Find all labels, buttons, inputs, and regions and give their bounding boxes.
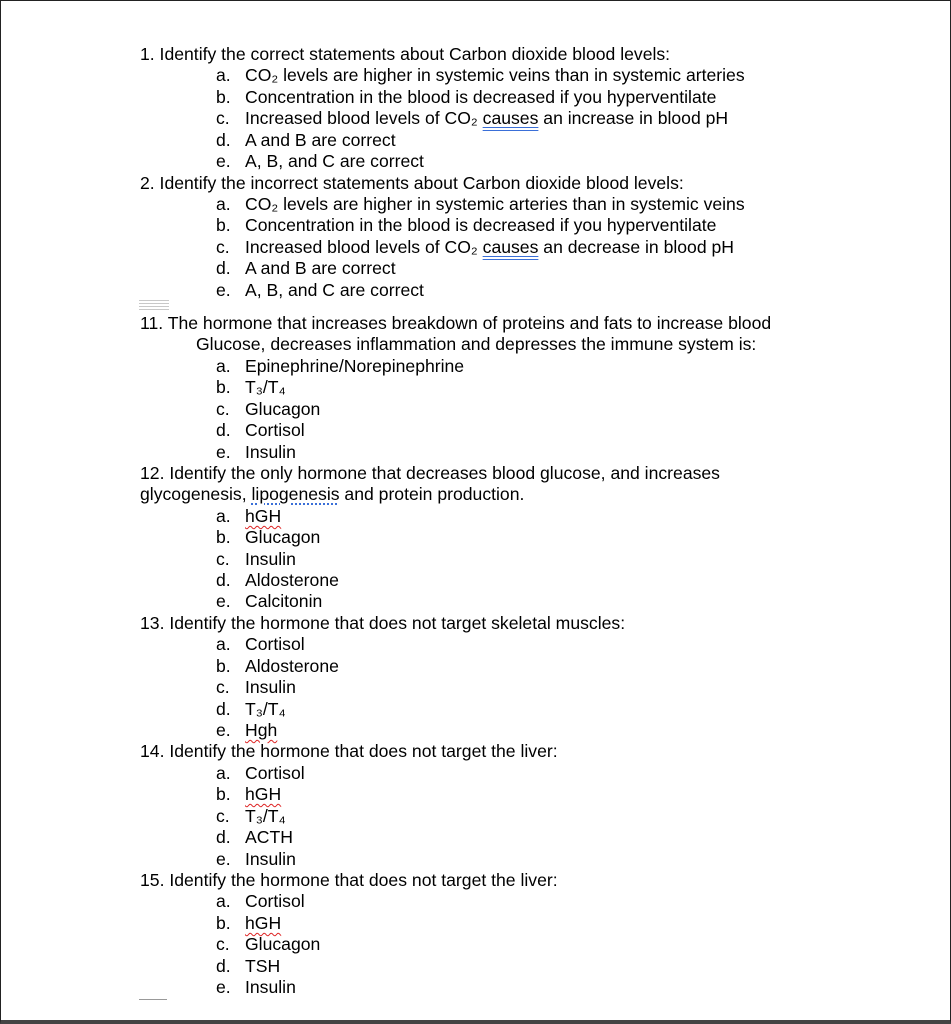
answer-option bbox=[216, 720, 277, 741]
answer-option bbox=[216, 527, 320, 548]
option-text: T₃/T₄ bbox=[245, 805, 286, 826]
option-text: A, B, and C are correct bbox=[245, 151, 424, 172]
option-text: Insulin bbox=[245, 848, 296, 869]
option-text: A and B are correct bbox=[245, 258, 396, 279]
question-stem: 12. Identify the only hormone that decreases blood glucose, and increases bbox=[140, 462, 720, 483]
answer-option bbox=[216, 634, 305, 655]
option-letter: a. bbox=[216, 355, 231, 376]
answer-option bbox=[216, 65, 745, 86]
answer-option bbox=[216, 570, 339, 591]
option-text: CO₂ levels are higher in systemic veins than in systemic arteries bbox=[245, 65, 745, 86]
answer-option bbox=[216, 677, 296, 698]
answer-option bbox=[216, 656, 339, 677]
answer-option bbox=[216, 506, 281, 527]
answer-option bbox=[216, 827, 293, 848]
option-text bbox=[245, 720, 277, 740]
option-text: T₃/T₄ bbox=[245, 698, 286, 719]
option-text: Glucagon bbox=[245, 398, 321, 419]
option-letter: a. bbox=[216, 505, 231, 526]
answer-option bbox=[216, 420, 305, 441]
option-letter: d. bbox=[216, 420, 231, 441]
answer-option bbox=[216, 934, 320, 955]
option-text: Cortisol bbox=[245, 891, 305, 912]
option-letter: b. bbox=[216, 912, 231, 933]
answer-option bbox=[216, 784, 281, 805]
question-stem: 14. Identify the hormone that does not target the liver: bbox=[140, 741, 558, 762]
option-text: Insulin bbox=[245, 677, 296, 698]
question-stem: 1. Identify the correct statements about Carbon dioxide blood levels: bbox=[140, 44, 671, 64]
option-text: A and B are correct bbox=[245, 129, 396, 150]
option-letter: e. bbox=[216, 591, 231, 612]
question-stem-continuation: Glucose, decreases inflammation and depresses the immune system is: bbox=[196, 334, 757, 355]
option-text: CO₂ levels are higher in systemic arteries than in systemic veins bbox=[245, 193, 745, 214]
spelling-error-mark[interactable]: hGH bbox=[245, 784, 282, 805]
option-letter: b. bbox=[216, 784, 231, 805]
grammar-suggestion-mark[interactable]: causes bbox=[482, 108, 539, 129]
option-letter: c. bbox=[216, 108, 230, 129]
grammar-suggestion-mark[interactable]: causes bbox=[482, 236, 539, 257]
answer-option bbox=[216, 215, 716, 236]
option-letter: a. bbox=[216, 634, 231, 655]
spelling-error-mark[interactable]: hGH bbox=[245, 505, 282, 526]
question-stem: 2. Identify the incorrect statements about Carbon dioxide blood levels: bbox=[140, 172, 684, 193]
answer-option bbox=[216, 699, 286, 720]
option-text: Concentration in the blood is decreased if you hyperventilate bbox=[245, 215, 717, 236]
answer-option bbox=[216, 280, 424, 301]
answer-option bbox=[216, 87, 716, 108]
answer-option bbox=[216, 194, 745, 215]
option-letter: b. bbox=[216, 377, 231, 398]
option-text: Increased blood levels of CO₂ causes an decrease in blood pH bbox=[245, 236, 735, 257]
answer-option bbox=[216, 549, 296, 570]
footnote-separator bbox=[139, 999, 167, 1000]
option-text: Insulin bbox=[245, 548, 296, 569]
option-letter: a. bbox=[216, 891, 231, 912]
grammar-suggestion-mark[interactable]: lipogenesis bbox=[251, 484, 340, 505]
option-letter: d. bbox=[216, 827, 231, 848]
answer-option bbox=[216, 763, 305, 784]
option-text: Cortisol bbox=[245, 420, 305, 441]
question-stem: 11. The hormone that increases breakdown of proteins and fats to increase blood bbox=[140, 313, 772, 333]
answer-option bbox=[216, 806, 286, 827]
option-letter: d. bbox=[216, 258, 231, 279]
option-letter: b. bbox=[216, 527, 231, 548]
answer-option bbox=[216, 977, 296, 998]
answer-option bbox=[216, 151, 424, 172]
answer-option bbox=[216, 108, 728, 129]
answer-option bbox=[216, 591, 322, 612]
answer-option bbox=[216, 442, 296, 463]
option-letter: e. bbox=[216, 279, 231, 300]
answer-option bbox=[216, 913, 281, 934]
answer-option bbox=[216, 891, 305, 912]
page-break-marker bbox=[139, 298, 169, 310]
option-text: T₃/T₄ bbox=[245, 377, 286, 398]
option-text: Increased blood levels of CO₂ causes an increase in blood pH bbox=[245, 108, 729, 129]
option-text: ACTH bbox=[245, 827, 293, 848]
question-stem: 13. Identify the hormone that does not target skeletal muscles: bbox=[140, 612, 626, 633]
option-text: Insulin bbox=[245, 977, 296, 998]
option-text: Cortisol bbox=[245, 762, 305, 783]
option-letter: a. bbox=[216, 762, 231, 783]
option-text: A, B, and C are correct bbox=[245, 279, 424, 300]
question-stem-continuation: glycogenesis, lipogenesis and protein production. bbox=[140, 484, 525, 505]
option-text: Aldosterone bbox=[245, 570, 339, 591]
answer-option bbox=[216, 399, 320, 420]
option-letter: b. bbox=[216, 86, 231, 107]
option-letter: c. bbox=[216, 934, 230, 955]
option-letter: e. bbox=[216, 441, 231, 462]
option-text: Aldosterone bbox=[245, 655, 339, 676]
option-letter: b. bbox=[216, 655, 231, 676]
answer-option bbox=[216, 237, 734, 258]
option-letter: c. bbox=[216, 548, 230, 569]
answer-option bbox=[216, 356, 464, 377]
option-letter: c. bbox=[216, 398, 230, 419]
answer-option bbox=[216, 130, 396, 151]
option-text: Cortisol bbox=[245, 634, 305, 655]
answer-option bbox=[216, 258, 396, 279]
answer-option bbox=[216, 377, 286, 398]
answer-option bbox=[216, 956, 280, 977]
spelling-error-mark[interactable]: hGH bbox=[245, 912, 282, 933]
answer-option bbox=[216, 849, 296, 870]
option-letter: c. bbox=[216, 236, 230, 257]
option-letter: e. bbox=[216, 848, 231, 869]
option-text: Glucagon bbox=[245, 527, 321, 548]
option-letter: a. bbox=[216, 65, 231, 86]
option-letter: d. bbox=[216, 129, 231, 150]
option-letter: c. bbox=[216, 805, 230, 826]
option-letter: e. bbox=[216, 977, 231, 998]
option-letter: c. bbox=[216, 677, 230, 698]
option-text bbox=[245, 913, 281, 933]
option-text: Concentration in the blood is decreased if you hyperventilate bbox=[245, 86, 717, 107]
option-letter: d. bbox=[216, 698, 231, 719]
option-letter: d. bbox=[216, 570, 231, 591]
option-letter: a. bbox=[216, 193, 231, 214]
option-text: Calcitonin bbox=[245, 591, 323, 612]
option-letter: e. bbox=[216, 151, 231, 172]
option-text: Glucagon bbox=[245, 934, 321, 955]
question-stem: 15. Identify the hormone that does not target the liver: bbox=[140, 869, 558, 890]
option-letter: b. bbox=[216, 215, 231, 236]
option-text bbox=[245, 784, 281, 804]
option-letter: d. bbox=[216, 955, 231, 976]
option-text: Epinephrine/Norepinephrine bbox=[245, 355, 465, 376]
option-letter: e. bbox=[216, 719, 231, 740]
option-text: TSH bbox=[245, 955, 281, 976]
option-text bbox=[245, 506, 281, 526]
option-text: Insulin bbox=[245, 441, 296, 462]
spelling-error-mark[interactable]: Hgh bbox=[245, 719, 278, 740]
